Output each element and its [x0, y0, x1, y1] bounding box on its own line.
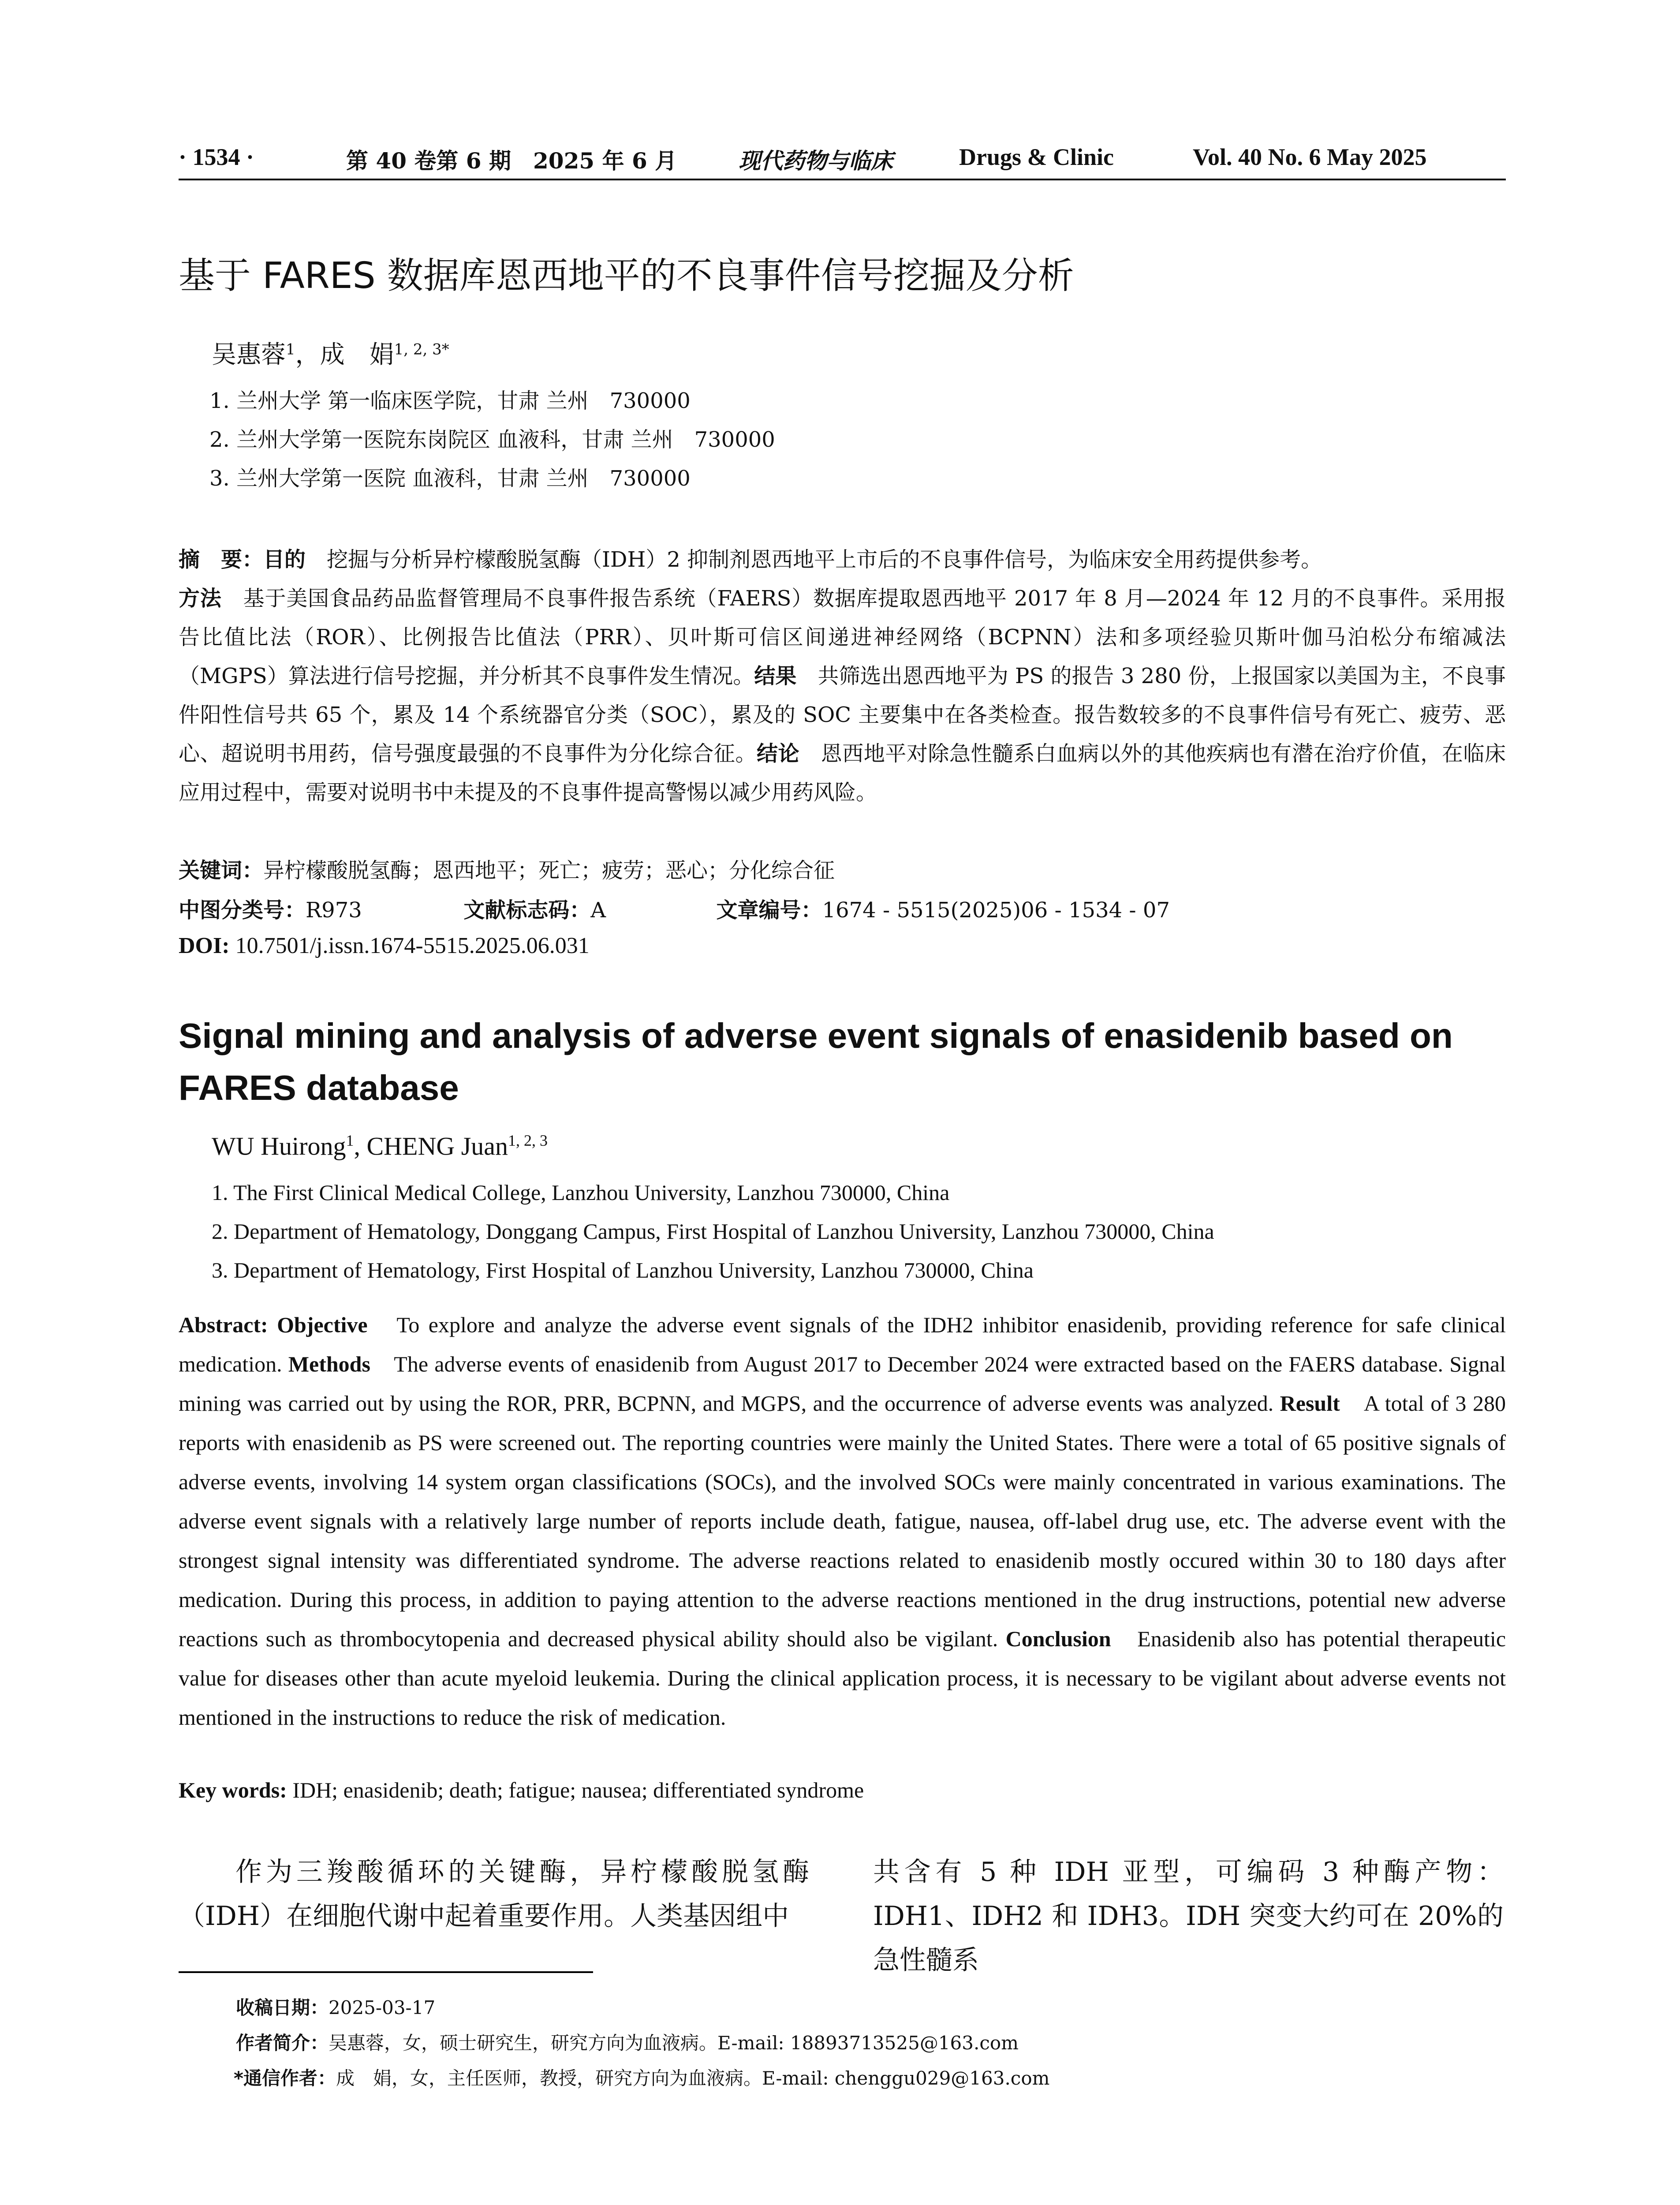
- body-column-left: [179, 1850, 809, 1938]
- author2-en: CHENG Juan: [366, 1132, 508, 1161]
- affiliation-en-1: 1. The First Clinical Medical College, Lanzhou University, Lanzhou 730000, China: [212, 1180, 950, 1205]
- issue-info: 第 40 卷第 6 期 2025 年 6 月: [346, 148, 677, 174]
- footnote-author: [236, 2029, 1019, 2055]
- journal-name-en: Drugs & Clinic: [959, 144, 1114, 170]
- authors-en: [212, 1131, 548, 1161]
- conclusion-cn-label: 结论: [757, 741, 800, 766]
- results-cn-label: 结果: [754, 664, 797, 688]
- body-right-text: 共含有 5 种 IDH 亚型，可编码 3 种酶产物：IDH1、IDH2 和 IDH3。IDH 突变大约可在 20%的急性髓系: [873, 1857, 1504, 1976]
- clc-label: 中图分类号：: [179, 898, 306, 923]
- running-header: [179, 143, 1506, 180]
- affiliation-cn-3: 3. 兰州大学第一医院 血液科，甘肃 兰州 730000: [209, 466, 691, 491]
- article-number-value: 1674 - 5515(2025)06 - 1534 - 07: [822, 898, 1170, 923]
- doi-line: [179, 933, 590, 959]
- objective-cn-text: 挖掘与分析异柠檬酸脱氢酶（IDH）2 抑制剂恩西地平上市后的不良事件信号，为临床安全用药提供参考。: [306, 547, 1322, 572]
- keywords-en-text: IDH; enasidenib; death; fatigue; nausea; differentiated syndrome: [287, 1778, 864, 1802]
- keywords-cn: [179, 853, 835, 884]
- journal-name-cn: 现代药物与临床: [739, 148, 893, 174]
- clc-value: R973: [306, 898, 362, 923]
- author2-en-sup: 1, 2, 3: [508, 1132, 548, 1149]
- results-en-label: Result: [1280, 1391, 1340, 1416]
- results-cn-text: 共筛选出恩西地平为 PS 的报告 3 280 份，上报国家以美国为主，不良事件阳性信号共 65 个，累及 14 个系统器官分类（SOC），累及的 SOC 主要集中在各类检查。报告数较多的不良事件信号有死亡、疲劳、恶心、超说明书用药，信号强度最强的不良事件为分化综合征。: [179, 664, 1506, 766]
- page-number: · 1534 ·: [179, 144, 254, 170]
- authors-cn: [212, 335, 449, 370]
- results-en-text: A total of 3 280 reports with enasidenib as PS were screened out. The reporting countries were mainly the United States. There were a total of 65 positive signals of adverse events, involving 14 system organ classifications (SOCs), and the involved SOCs were mainly concentrated in various examinations. The adverse event signals with a relatively large number of reports include death, fatigue, nausea, off-label drug use, etc. The adverse event with the strongest signal intensity was differentiated syndrome. The adverse reactions related to enasidenib mostly occured within 30 to 180 days after medication. During this process, in addition to paying attention to the adverse reactions mentioned in the drug instructions, potential new adverse reactions such as thrombocytopenia and decreased physical ability should also be vigilant.: [179, 1391, 1506, 1651]
- corresponding-label: *通信作者：: [234, 2067, 336, 2089]
- methods-cn-text: 基于美国食品药品监督管理局不良事件报告系统（FAERS）数据库提取恩西地平 2017 年 8 月—2024 年 12 月的不良事件。采用报告比值比法（ROR）、比例报告比值法（PRR）、贝叶斯可信区间递进神经网络（BCPNN）法和多项经验贝斯叶伽马泊松分布缩减法（MGPS）算法进行信号挖掘，并分析其不良事件发生情况。: [179, 586, 1506, 688]
- author1-en-sup: 1: [346, 1132, 354, 1149]
- conclusion-en-label: Conclusion: [1005, 1626, 1111, 1651]
- methods-cn-label: 方法: [179, 586, 222, 611]
- author-bio-label: 作者简介：: [236, 2032, 329, 2054]
- classification-line: [179, 893, 1170, 923]
- volume-info: Vol. 40 No. 6 May 2025: [1193, 144, 1427, 170]
- abstract-cn-label: 摘 要：: [179, 547, 264, 572]
- received-date: 2025-03-17: [329, 1997, 436, 2018]
- author1-en: WU Huirong: [212, 1132, 346, 1161]
- affiliation-en-3: 3. Department of Hematology, First Hospital of Lanzhou University, Lanzhou 730000, China: [212, 1258, 1034, 1282]
- author-bio: 吴惠蓉，女，硕士研究生，研究方向为血液病。E-mail: 18893713525@163.com: [329, 2032, 1019, 2054]
- affiliation-cn-2: 2. 兰州大学第一医院东岗院区 血液科，甘肃 兰州 730000: [209, 427, 775, 452]
- footnote-divider: [179, 1971, 593, 1973]
- author-separator-cn: ，: [295, 340, 320, 369]
- received-label: 收稿日期：: [236, 1997, 329, 2018]
- title-cn: 基于 FARES 数据库恩西地平的不良事件信号挖掘及分析: [179, 255, 1074, 297]
- footnote-corresponding: [234, 2064, 1049, 2090]
- corresponding-bio: 成 娟，女，主任医师，教授，研究方向为血液病。E-mail: chenggu029@163.com: [336, 2067, 1050, 2089]
- body-left-text: 作为三羧酸循环的关键酶，异柠檬酸脱氢酶（IDH）在细胞代谢中起着重要作用。人类基因组中: [179, 1857, 809, 1932]
- keywords-cn-label: 关键词：: [179, 858, 264, 883]
- methods-en-text: The adverse events of enasidenib from August 2017 to December 2024 were extracted based on the FAERS database. Signal mining was carried out by using the ROR, PRR, BCPNN, and MGPS, and the occurrence of adverse events was analyzed.: [179, 1352, 1506, 1416]
- doi-label: DOI:: [179, 933, 230, 958]
- keywords-en: [179, 1777, 864, 1803]
- abstract-en: [179, 1305, 1506, 1737]
- author2-cn: 成 娟: [320, 340, 394, 369]
- keywords-cn-text: 异柠檬酸脱氢酶；恩西地平；死亡；疲劳；恶心；分化综合征: [263, 858, 835, 883]
- objective-cn-label: 目的: [263, 547, 306, 572]
- conclusion-cn-text: 恩西地平对除急性髓系白血病以外的其他疾病也有潜在治疗价值，在临床应用过程中，需要对说明书中未提及的不良事件提高警惕以减少用药风险。: [179, 741, 1506, 805]
- affiliation-en-2: 2. Department of Hematology, Donggang Campus, First Hospital of Lanzhou University, Lanzhou 730000, China: [212, 1219, 1214, 1244]
- author1-cn: 吴惠蓉: [212, 340, 286, 369]
- affiliation-cn-1: 1. 兰州大学 第一临床医学院，甘肃 兰州 730000: [209, 389, 691, 413]
- doi-value: 10.7501/j.issn.1674-5515.2025.06.031: [235, 933, 590, 958]
- doc-code-value: A: [590, 898, 606, 923]
- keywords-en-label: Key words:: [179, 1778, 287, 1802]
- conclusion-en-text: Enasidenib also has potential therapeutic value for diseases other than acute myeloid leukemia. During the clinical application process, it is necessary to be vigilant about adverse events not mentioned in the instructions to reduce the risk of medication.: [179, 1626, 1506, 1730]
- author2-cn-sup: 1, 2, 3*: [394, 340, 449, 359]
- abstract-cn: [179, 540, 1506, 812]
- body-column-right: [873, 1850, 1504, 1982]
- footnote-received: [236, 1993, 435, 2020]
- objective-en-text: To explore and analyze the adverse event signals of the IDH2 inhibitor enasidenib, providing reference for safe clinical medication.: [179, 1312, 1506, 1376]
- abstract-en-label: Abstract: Objective: [179, 1312, 368, 1337]
- doc-code-label: 文献标志码：: [463, 898, 591, 923]
- methods-en-label: Methods: [288, 1352, 370, 1376]
- article-number-label: 文章编号：: [716, 898, 822, 923]
- author1-cn-sup: 1: [286, 340, 295, 359]
- author-separator-en: ,: [354, 1132, 367, 1161]
- title-en: Signal mining and analysis of adverse event signals of enasidenib based on FARES database: [179, 1016, 1453, 1107]
